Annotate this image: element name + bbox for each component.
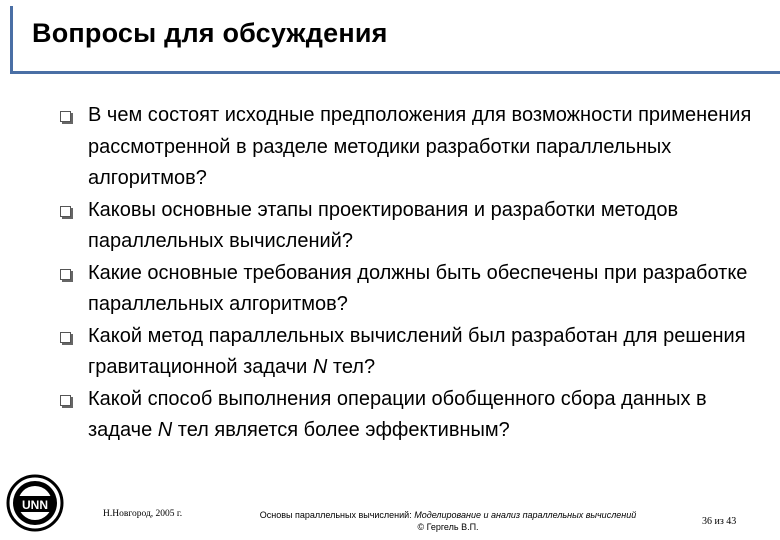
bullet-text-end: тел является более эффективным? xyxy=(172,419,510,441)
bullet-text: Каковы основные этапы проектирования и разработки методов параллельных вычислений? xyxy=(88,198,679,252)
bullet-italic-n: N xyxy=(312,356,328,378)
logo-text: UNN xyxy=(22,498,48,512)
checkbox-square-icon xyxy=(60,332,71,343)
question-list xyxy=(62,100,762,447)
footer-course-name: Основы параллельных вычислений: xyxy=(259,510,415,520)
list-item xyxy=(62,195,762,258)
bullet-italic-n: N xyxy=(157,419,173,441)
checkbox-square-icon xyxy=(60,206,71,217)
list-item xyxy=(62,100,762,195)
checkbox-square-icon xyxy=(60,395,71,406)
page-number: 36 из 43 xyxy=(702,516,737,527)
checkbox-square-icon xyxy=(60,111,71,122)
bullet-text: Какой метод параллельных вычислений был разработан для решения гравитационной задачи xyxy=(88,324,746,378)
list-item xyxy=(62,384,762,447)
list-item xyxy=(62,321,762,384)
checkbox-square-icon xyxy=(60,269,71,280)
footer-place-date: Н.Новгород, 2005 г. xyxy=(103,509,183,519)
slide-title: Вопросы для обсуждения xyxy=(32,18,388,48)
bullet-text-end: тел? xyxy=(327,356,376,378)
footer-course xyxy=(248,509,648,540)
footer-course-topic: Моделирование и анализ параллельных вычислений xyxy=(414,510,637,520)
unn-logo-icon xyxy=(6,474,64,532)
bullet-text: Какие основные требования должны быть обеспечены при разработке параллельных алгоритмов? xyxy=(88,261,748,315)
footer-copyright: © Гергель В.П. xyxy=(417,522,479,532)
bullet-text: В чем состоят исходные предположения для возможности применения рассмотренной в разделе методики разработки параллельных алгоритмов? xyxy=(88,104,752,189)
bullet-text: Какой способ выполнения операции обобщенного сбора данных в задаче xyxy=(88,387,707,441)
list-item xyxy=(62,258,762,321)
